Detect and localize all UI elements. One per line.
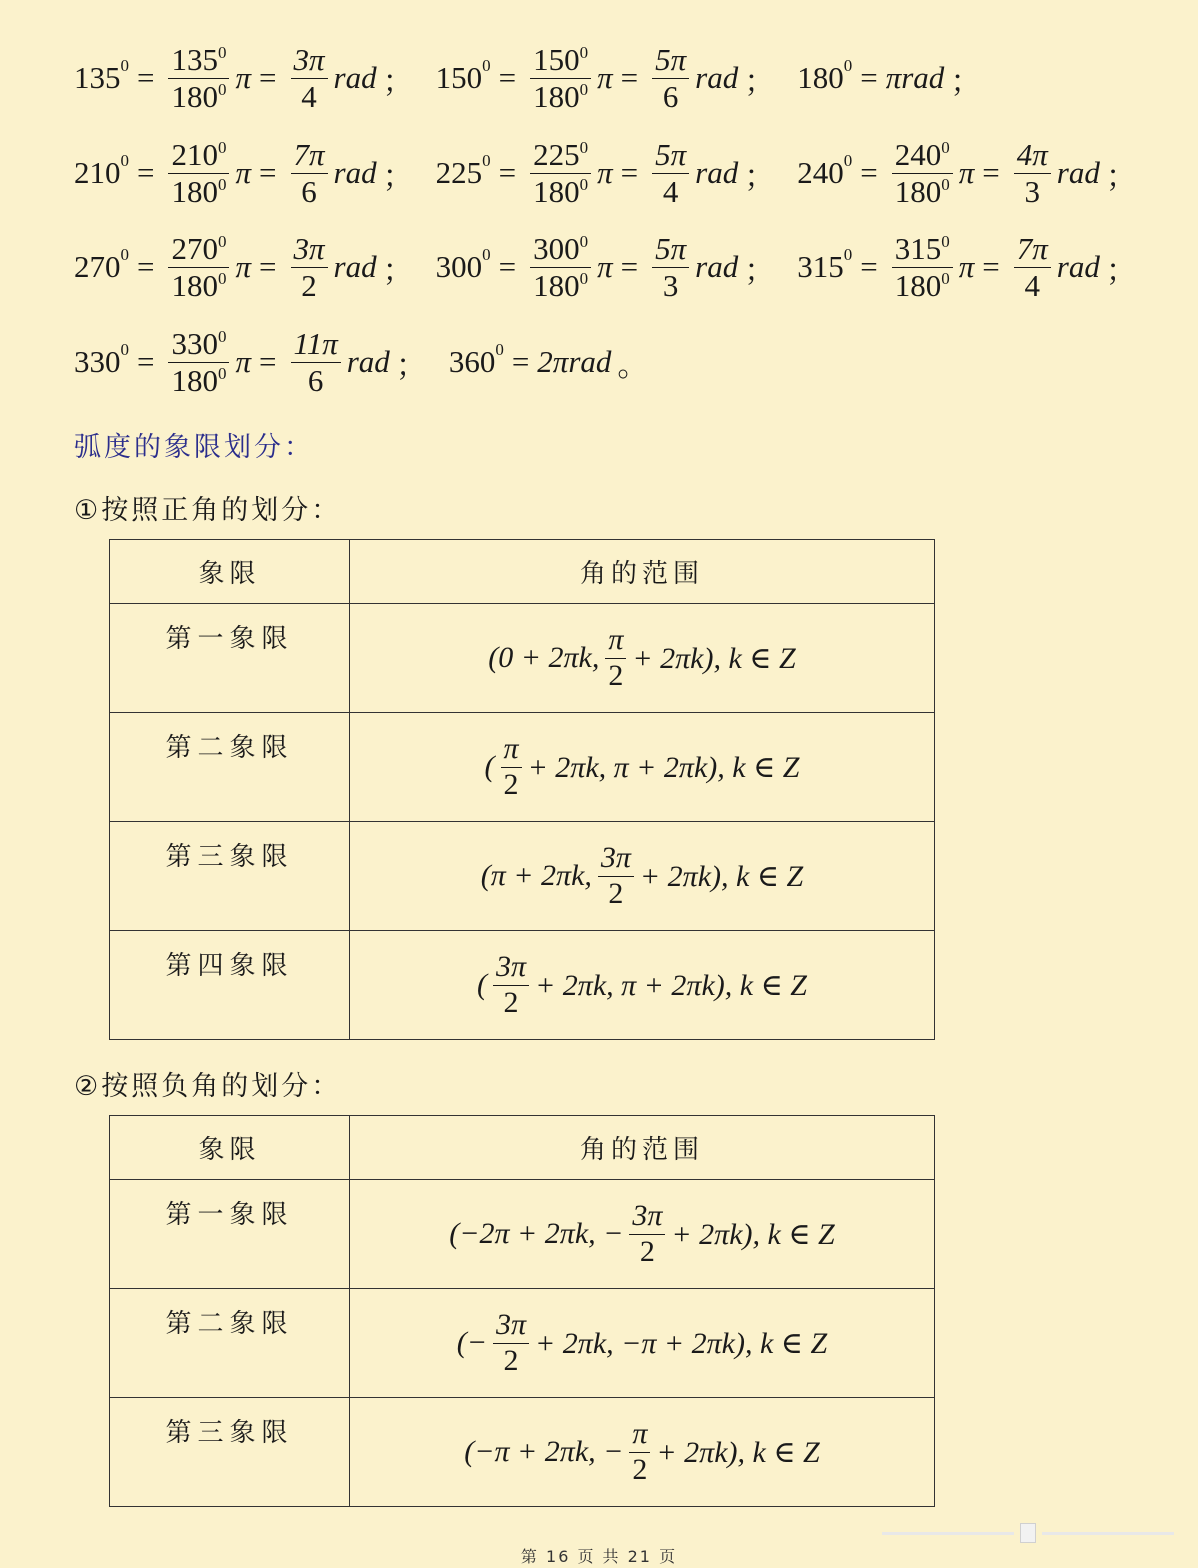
conversion-270: 270 0 = $\frac{270^0}{180^0}$ π = $\frac{3\pi}{2}$ rad ； — [74, 231, 414, 303]
header-quadrant: 象限 — [110, 540, 350, 604]
quadrant-label: 第三象限 — [110, 1398, 350, 1507]
conversion-225: 225 0 = $\frac{225^0}{180^0}$ π = $\frac{5\pi}{4}$ rad ； — [435, 137, 776, 209]
header-range: 角的范围 — [350, 1116, 935, 1180]
table-header — [110, 1116, 935, 1180]
page-footer: 第 16 页 共 21 页 — [520, 1547, 678, 1566]
quadrant-label: 第四象限 — [110, 931, 350, 1040]
table-row — [110, 931, 935, 1040]
range-cell: ( $\frac{\pi}{2}$ + 2πk, π + 2πk), k ∈ Z — [350, 713, 935, 822]
radian-fraction: $\frac{3\pi}{4}$ — [291, 42, 328, 114]
conversion-210: 210 0 = $\frac{210^0}{180^0}$ π = $\frac{7\pi}{6}$ rad ； — [74, 137, 414, 209]
conversion-line-1 — [74, 42, 1003, 114]
quadrant-label: 第二象限 — [110, 713, 350, 822]
conversion-300: 300 0 = $\frac{300^0}{180^0}$ π = $\frac{5\pi}{3}$ rad ； — [435, 231, 776, 303]
conversion-240: 240 0 = $\frac{240^0}{180^0}$ π = $\frac{4\pi}{3}$ rad ； — [797, 137, 1137, 209]
header-range: 角的范围 — [350, 540, 935, 604]
quadrant-label: 第一象限 — [110, 1180, 350, 1289]
toolbar-track — [882, 1532, 1014, 1535]
range-cell: (π + 2πk, $\frac{3\pi}{2}$ + 2πk), k ∈ Z — [350, 822, 935, 931]
positive-angle-table — [109, 539, 935, 1040]
table-row — [110, 822, 935, 931]
range-cell: (−π + 2πk, − $\frac{\pi}{2}$ + 2πk), k ∈ Z — [350, 1398, 935, 1507]
conversion-150: 150 0 = $\frac{150^0}{180^0}$ π = $\frac{5\pi}{6}$ rad ； — [435, 42, 776, 114]
range-cell: (0 + 2πk, $\frac{\pi}{2}$ + 2πk), k ∈ Z — [350, 604, 935, 713]
negative-angle-table — [109, 1115, 935, 1507]
negative-angle-title: ②按照负角的划分： — [74, 1071, 342, 1102]
table-row — [110, 1180, 935, 1289]
conversion-135: 135 0 = $\frac{135^0}{180^0}$ π = $\frac{3\pi}{4}$ rad ； — [74, 42, 414, 114]
degree-fraction: $\frac{135^0}{180^0}$ — [168, 42, 229, 114]
table-row — [110, 1289, 935, 1398]
quadrant-label: 第二象限 — [110, 1289, 350, 1398]
range-cell: (− $\frac{3\pi}{2}$ + 2πk, −π + 2πk), k ∈ Z — [350, 1289, 935, 1398]
toolbar-track — [1042, 1532, 1174, 1535]
conversion-180: 180 0 = πrad ； — [797, 56, 982, 99]
range-cell: ( $\frac{3\pi}{2}$ + 2πk, π + 2πk), k ∈ Z — [350, 931, 935, 1040]
table-row — [110, 1398, 935, 1507]
degree-value: 135 — [74, 60, 121, 96]
conversion-line-3 — [74, 231, 1159, 303]
quadrant-label: 第一象限 — [110, 604, 350, 713]
conversion-line-4 — [74, 326, 670, 398]
degree-mark: 0 — [120, 56, 129, 76]
equals-sign: = — [137, 60, 155, 96]
conversion-360: 360 0 = 2πrad 。 — [448, 340, 649, 383]
section-title: 弧度的象限划分： — [74, 432, 314, 463]
pi-symbol: π — [235, 60, 252, 96]
rad-unit: rad — [333, 60, 377, 96]
conversion-line-2 — [74, 137, 1159, 209]
header-quadrant: 象限 — [110, 1116, 350, 1180]
conversion-330: 330 0 = $\frac{330^0}{180^0}$ π = $\frac{11\pi}{6}$ rad ； — [74, 326, 427, 398]
drag-handle-icon[interactable] — [1020, 1523, 1036, 1543]
table-row — [110, 713, 935, 822]
quadrant-label: 第三象限 — [110, 822, 350, 931]
scroll-toolbar[interactable] — [882, 1522, 1174, 1544]
conversion-315: 315 0 = $\frac{315^0}{180^0}$ π = $\frac{7\pi}{4}$ rad ； — [797, 231, 1137, 303]
range-cell: (−2π + 2πk, − $\frac{3\pi}{2}$ + 2πk), k ∈ Z — [350, 1180, 935, 1289]
table-header — [110, 540, 935, 604]
positive-angle-title: ①按照正角的划分： — [74, 495, 342, 526]
table-row — [110, 604, 935, 713]
